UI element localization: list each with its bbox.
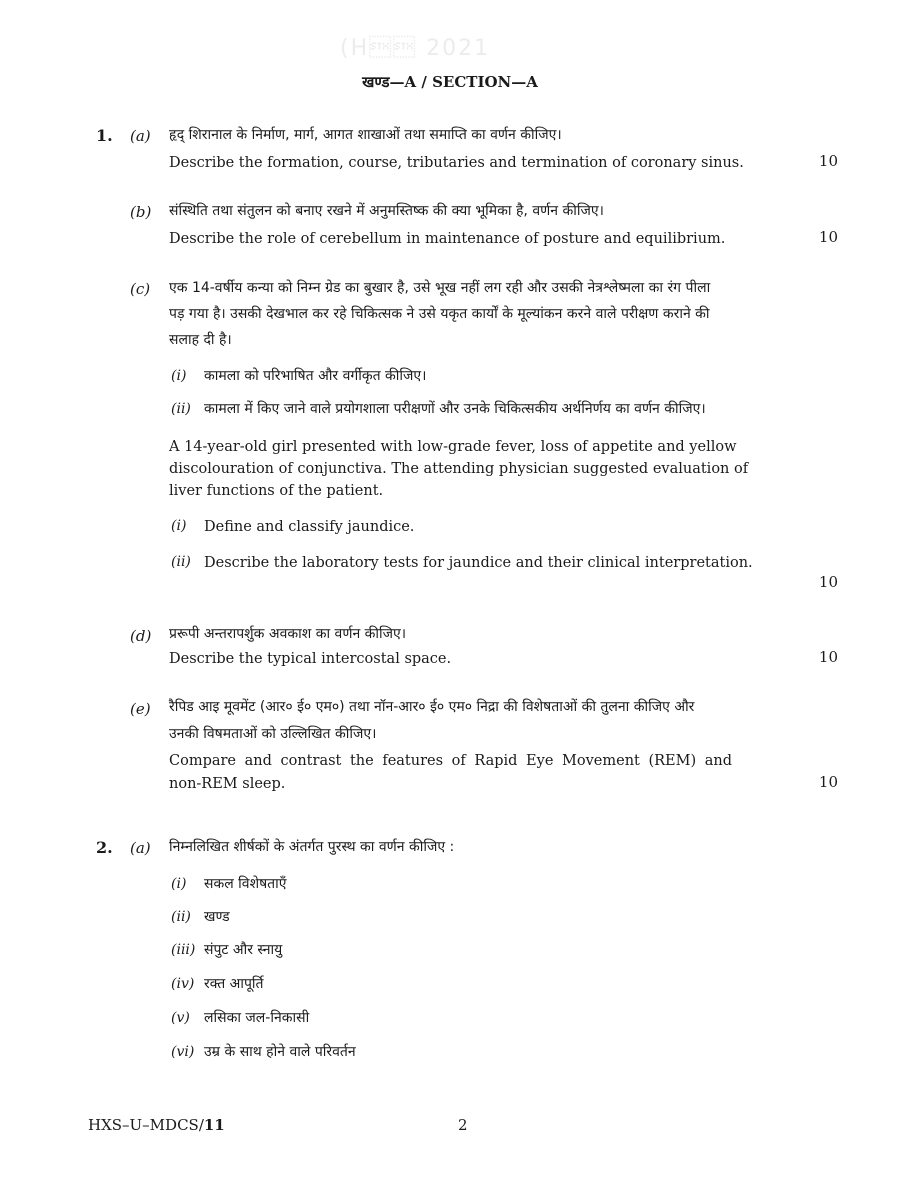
question-text-hindi: हृद् शिरानाल के निर्माण, मार्ग, आगत शाखाओं तथा समाप्ति का वर्णन कीजिए। bbox=[169, 127, 562, 143]
watermark-text: (H 2021 bbox=[340, 36, 491, 61]
subpart-text-hindi: उम्र के साथ होने वाले परिवर्तन bbox=[204, 1044, 356, 1060]
subpart-label: (i) bbox=[171, 518, 187, 534]
question-text-english: Describe the formation, course, tributaries and termination of coronary sinus. bbox=[169, 155, 744, 171]
marks: 10 bbox=[818, 228, 838, 246]
subpart-label: (i) bbox=[171, 876, 187, 892]
subpart-label: (v) bbox=[171, 1010, 190, 1026]
subpart-text-hindi: लसिका जल-निकासी bbox=[204, 1010, 310, 1026]
part-label: (b) bbox=[130, 203, 152, 221]
part-label: (a) bbox=[130, 127, 151, 145]
question-text-english: Compare and contrast the features of Rapid Eye Movement (REM) and bbox=[169, 753, 733, 769]
question-text-english: Describe the typical intercostal space. bbox=[169, 651, 452, 667]
question-text-hindi: पड़ गया है। उसकी देखभाल कर रहे चिकित्सक ने उसे यकृत कार्यों के मूल्यांकन करने वाले परीक्षण कराने की bbox=[169, 306, 710, 322]
question-text-english: discolouration of conjunctiva. The attending physician suggested evaluation of bbox=[169, 461, 749, 477]
section-heading: खण्ड—A / SECTION—A bbox=[362, 73, 538, 91]
subpart-text-hindi: कामला को परिभाषित और वर्गीकृत कीजिए। bbox=[204, 368, 427, 384]
subpart-label: (ii) bbox=[171, 554, 191, 570]
part-label: (a) bbox=[130, 839, 151, 857]
question-text-hindi: सलाह दी है। bbox=[169, 332, 232, 348]
subpart-text-hindi: कामला में किए जाने वाले प्रयोगशाला परीक्षणों और उनके चिकित्सकीय अर्थनिर्णय का वर्णन कीजिए। bbox=[204, 401, 706, 417]
paper-code-number: 11 bbox=[203, 1116, 225, 1134]
watermark bbox=[340, 36, 490, 61]
part-label: (c) bbox=[130, 280, 151, 298]
question-number: 2. bbox=[96, 838, 113, 857]
question-text-hindi: एक 14-वर्षीय कन्या को निम्न ग्रेड का बुखार है, उसे भूख नहीं लग रही और उसकी नेत्रश्लेष्मला का रंग पीला bbox=[169, 280, 711, 296]
question-text-hindi: प्ररूपी अन्तरापर्शुक अवकाश का वर्णन कीजिए। bbox=[169, 626, 407, 642]
subpart-label: (iv) bbox=[171, 976, 195, 992]
marks: 10 bbox=[818, 573, 838, 591]
question-text-hindi: उनकी विषमताओं को उल्लिखित कीजिए। bbox=[169, 726, 377, 742]
question-text-english: liver functions of the patient. bbox=[169, 483, 384, 499]
subpart-text-hindi: संपुट और स्नायु bbox=[204, 942, 283, 958]
question-text-hindi: रैपिड आइ मूवमेंट (आर० ई० एम०) तथा नॉन-आर० ई० एम० निद्रा की विशेषताओं की तुलना कीजिए और bbox=[169, 699, 695, 715]
paper-code bbox=[88, 1116, 225, 1134]
question-number: 1. bbox=[96, 126, 113, 145]
marks: 10 bbox=[818, 648, 838, 666]
part-label: (e) bbox=[130, 700, 151, 718]
subpart-text-hindi: सकल विशेषताएँ bbox=[204, 876, 287, 892]
question-text-hindi: संस्थिति तथा संतुलन को बनाए रखने में अनुमस्तिष्क की क्या भूमिका है, वर्णन कीजिए। bbox=[169, 203, 604, 219]
question-text-hindi: निम्नलिखित शीर्षकों के अंतर्गत पुरस्थ का वर्णन कीजिए : bbox=[169, 839, 455, 855]
subpart-text-english: Define and classify jaundice. bbox=[204, 519, 415, 535]
subpart-label: (ii) bbox=[171, 909, 191, 925]
page-number: 2 bbox=[458, 1116, 468, 1134]
question-text-english: non-REM sleep. bbox=[169, 776, 286, 792]
marks: 10 bbox=[818, 152, 838, 170]
question-text-english: Describe the role of cerebellum in maintenance of posture and equilibrium. bbox=[169, 231, 726, 247]
question-text-english: A 14-year-old girl presented with low-grade fever, loss of appetite and yellow bbox=[169, 439, 737, 455]
subpart-label: (iii) bbox=[171, 942, 196, 958]
subpart-text-hindi: रक्त आपूर्ति bbox=[204, 976, 264, 992]
subpart-text-english: Describe the laboratory tests for jaundice and their clinical interpretation. bbox=[204, 555, 753, 571]
subpart-label: (i) bbox=[171, 368, 187, 384]
subpart-text-hindi: खण्ड bbox=[204, 909, 230, 925]
subpart-label: (vi) bbox=[171, 1044, 195, 1060]
paper-code-prefix: HXS–U–MDCS/ bbox=[88, 1116, 204, 1134]
part-label: (d) bbox=[130, 627, 152, 645]
marks: 10 bbox=[818, 773, 838, 791]
subpart-label: (ii) bbox=[171, 401, 191, 417]
